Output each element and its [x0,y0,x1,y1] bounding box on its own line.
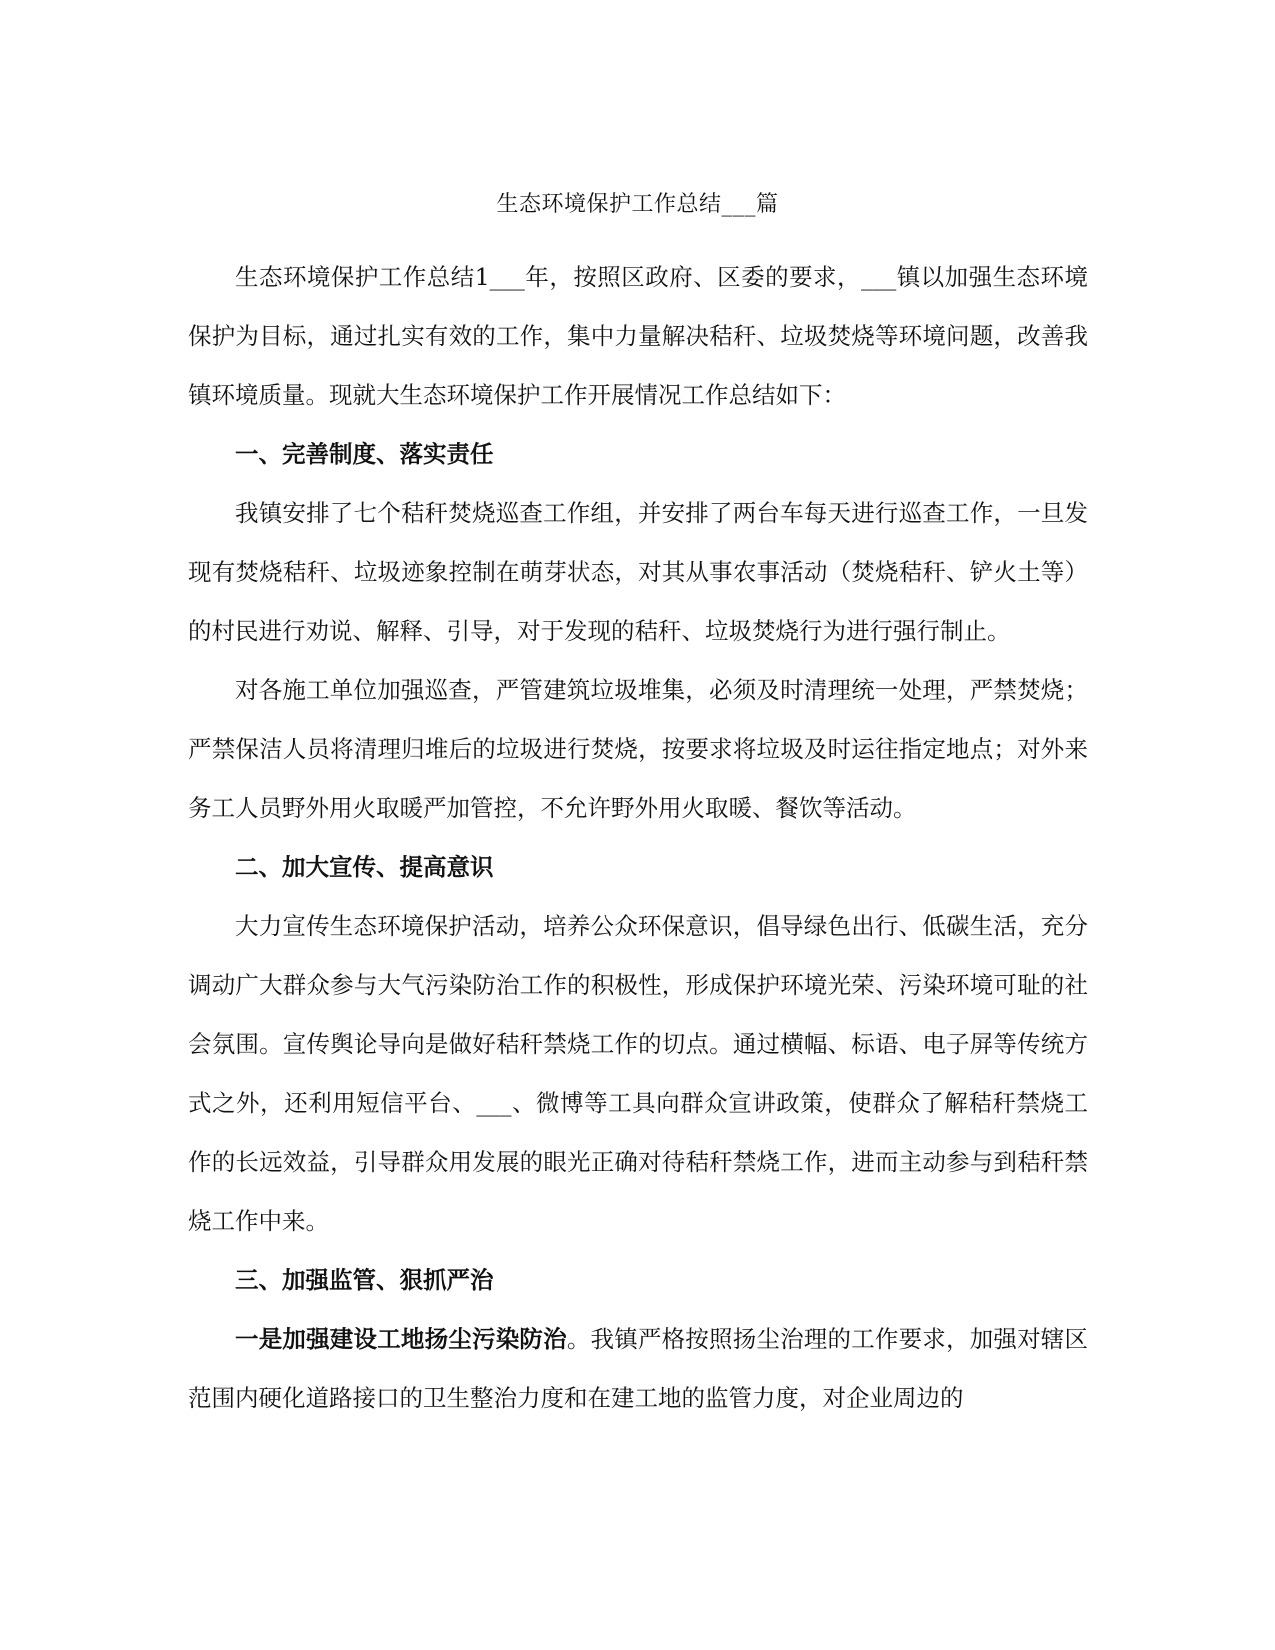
section-1-paragraph-1: 我镇安排了七个秸秆焚烧巡查工作组，并安排了两台车每天进行巡查工作，一旦发现有焚烧秸秆、垃圾迹象控制在萌芽状态，对其从事农事活动（焚烧秸秆、铲火土等）的村民进行劝说、解释、引导，对于发现的秸秆、垃圾焚烧行为进行强行制止。 [188,499,1088,645]
section-1-paragraph-2: 对各施工单位加强巡查，严管建筑垃圾堆集，必须及时清理统一处理，严禁焚烧；严禁保洁人员将清理归堆后的垃圾进行焚烧，按要求将垃圾及时运往指定地点；对外来务工人员野外用火取暖严加管控，不允许野外用火取暖、餐饮等活动。 [188,676,1088,822]
intro-paragraph: 生态环境保护工作总结1___年，按照区政府、区委的要求，___镇以加强生态环境保护为目标，通过扎实有效的工作，集中力量解决秸秆、垃圾焚烧等环境问题，改善我镇环境质量。现就大生态环境保护工作开展情况工作总结如下： [188,263,1088,409]
section-3-heading: 三、加强监管、狠抓严治 [235,1266,494,1294]
section-2-heading: 二、加大宣传、提高意识 [235,853,494,881]
section-3-paragraph-text: 。我镇严格按照扬尘治理的工作要求，加强对辖区范围内硬化道路接口的卫生整治力度和在建工地的监管力度，对企业周边的 [188,1325,1089,1412]
section-1-heading: 一、完善制度、落实责任 [235,440,494,468]
section-3-paragraph-lead: 一是加强建设工地扬尘污染防治 [235,1325,567,1353]
section-3-paragraph-1 [188,1310,1088,1428]
document-body [188,248,1088,1428]
document-title: 生态环境保护工作总结___篇 [496,192,779,217]
section-2-paragraph-1: 大力宣传生态环境保护活动，培养公众环保意识，倡导绿色出行、低碳生活，充分调动广大群众参与大气污染防治工作的积极性，形成保护环境光荣、污染环境可耻的社会氛围。宣传舆论导向是做好秸秆禁烧工作的切点。通过横幅、标语、电子屏等传统方式之外，还利用短信平台、___、微博等工具向群众宣讲政策，使群众了解秸秆禁烧工作的长远效益，引导群众用发展的眼光正确对待秸秆禁烧工作，进而主动参与到秸秆禁烧工作中来。 [188,912,1088,1235]
